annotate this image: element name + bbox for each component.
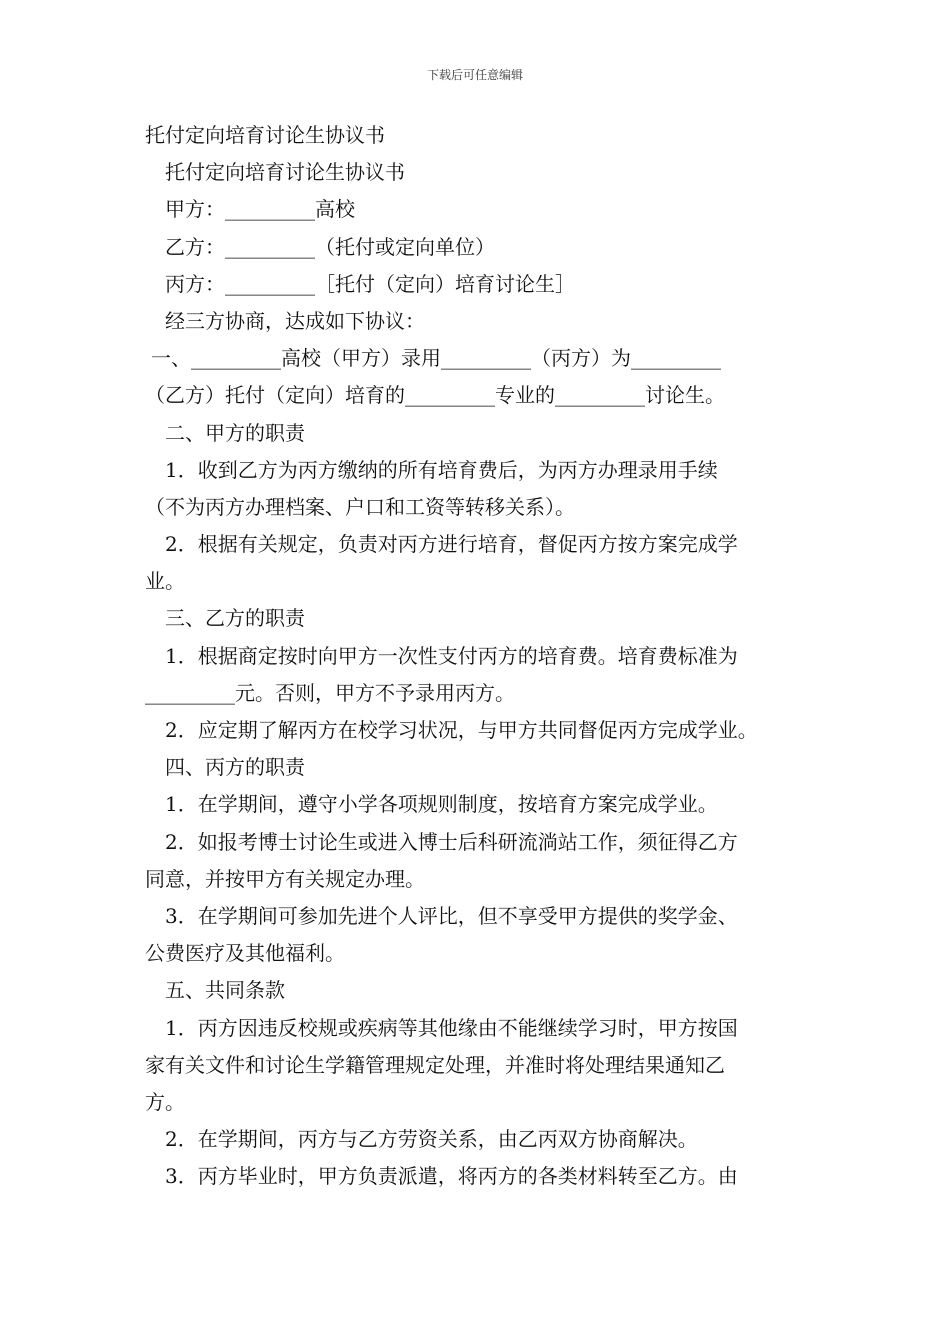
text-line: _________元。否则，甲方不予录用丙方。 bbox=[145, 680, 515, 705]
header-note: 下载后可任意编辑 bbox=[426, 68, 523, 82]
text-line: 3．丙方毕业时，甲方负责派遣，将丙方的各类材料转至乙方。由 bbox=[165, 1164, 738, 1189]
text-line: 四、丙方的职责 bbox=[165, 755, 305, 780]
document-body bbox=[145, 117, 815, 1195]
text-line: 二、甲方的职责 bbox=[165, 420, 305, 445]
text-line: 家有关文件和讨论生学籍管理规定处理，并准时将处理结果通知乙 bbox=[145, 1052, 725, 1077]
document-title: 托付定向培育讨论生协议书 bbox=[145, 123, 385, 147]
text-line: （乙方）托付（定向）培育的_________专业的_________讨论生。 bbox=[145, 383, 725, 408]
text-line: 1．根据商定按时向甲方一次性支付丙方的培育费。培育费标准为 bbox=[165, 643, 738, 668]
text-line: 2．在学期间，丙方与乙方劳资关系，由乙丙双方协商解决。 bbox=[165, 1127, 698, 1152]
text-line: 1．收到乙方为丙方缴纳的所有培育费后，为丙方办理录用手续 bbox=[165, 457, 718, 482]
text-line: 甲方：_________高校 bbox=[165, 197, 355, 222]
text-line: 乙方：_________（托付或定向单位） bbox=[165, 234, 495, 259]
text-line: 业。 bbox=[145, 569, 185, 594]
text-line: 2．如报考博士讨论生或进入博士后科研流淌站工作，须征得乙方 bbox=[165, 829, 738, 854]
text-line: 公费医疗及其他福利。 bbox=[145, 941, 345, 966]
text-line: 1．在学期间，遵守小学各项规则制度，按培育方案完成学业。 bbox=[165, 792, 718, 817]
text-line: 三、乙方的职责 bbox=[165, 606, 305, 631]
text-line: 同意，并按甲方有关规定办理。 bbox=[145, 866, 425, 891]
text-line: 方。 bbox=[145, 1089, 185, 1114]
text-line: 五、共同条款 bbox=[165, 978, 285, 1003]
text-line: 1．丙方因违反校规或疾病等其他缘由不能继续学习时，甲方按国 bbox=[165, 1015, 738, 1040]
text-line: 丙方：_________［托付（定向）培育讨论生］ bbox=[165, 271, 575, 296]
text-line: 经三方协商，达成如下协议： bbox=[165, 308, 425, 333]
text-line: 一、_________高校（甲方）录用_________（丙方）为_________ bbox=[151, 346, 721, 371]
text-line: 托付定向培育讨论生协议书 bbox=[165, 160, 405, 185]
text-line: 3．在学期间可参加先进个人评比，但不享受甲方提供的奖学金、 bbox=[165, 903, 738, 928]
text-line: 2．应定期了解丙方在校学习状况，与甲方共同督促丙方完成学业。 bbox=[165, 718, 758, 742]
text-line: 2．根据有关规定，负责对丙方进行培育，督促丙方按方案完成学 bbox=[165, 532, 738, 557]
text-line: （不为丙方办理档案、户口和工资等转移关系）。 bbox=[145, 494, 575, 519]
